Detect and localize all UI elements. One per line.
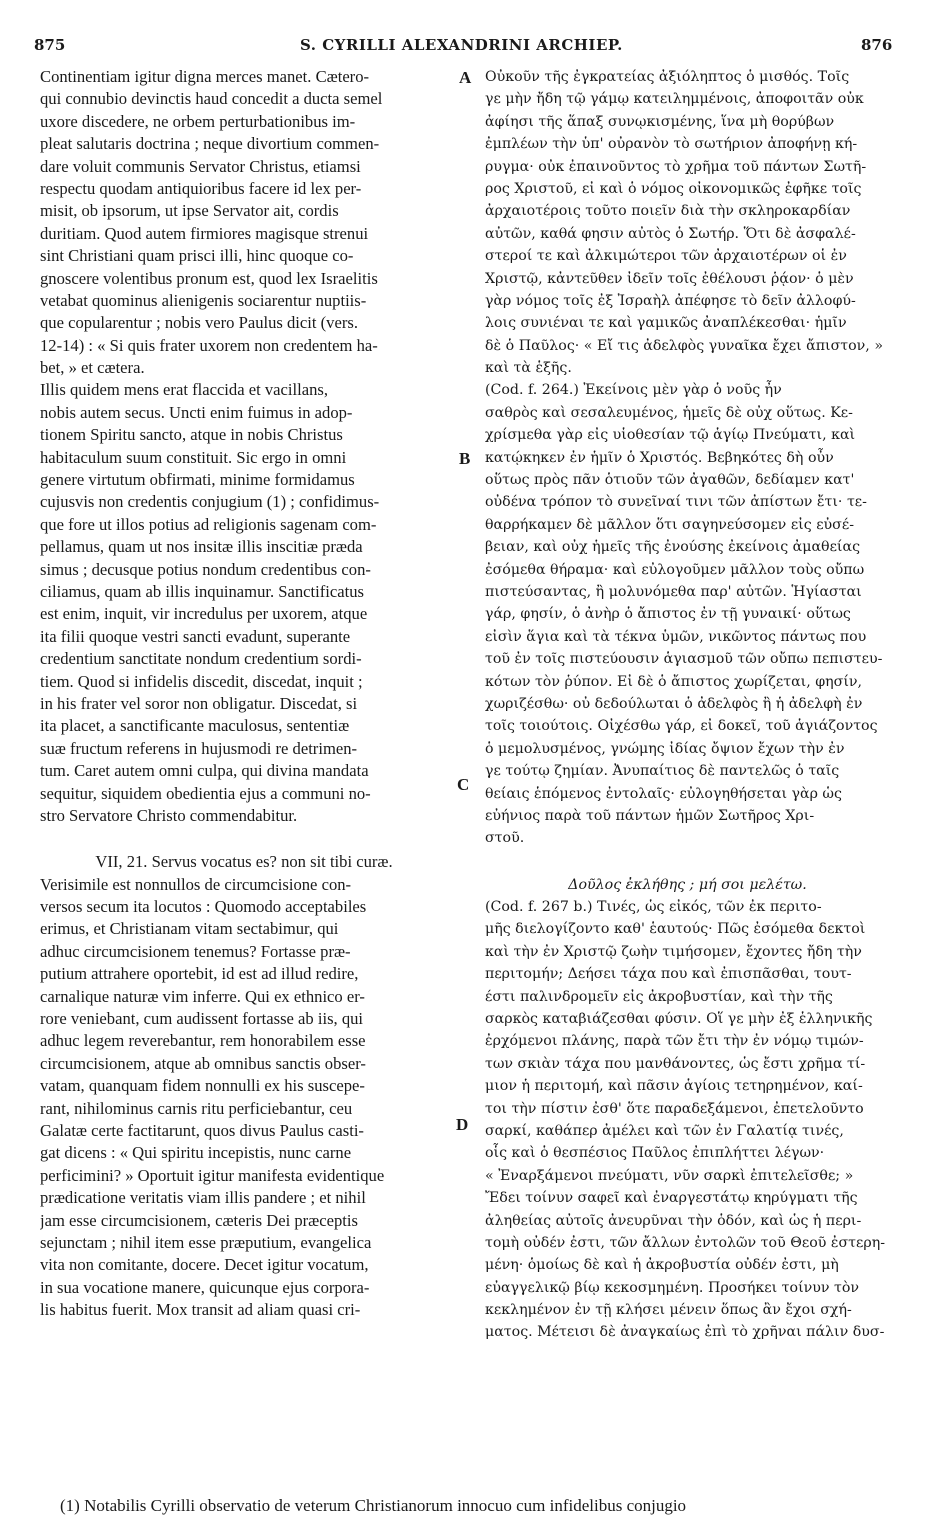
paragraph-2-line: (Cod. f. 264.) Ἐκείνοις μὲν γὰρ ὁ νοῦς ἦν [485,382,782,399]
paragraph-1-line: bet, » et cætera. [40,358,145,378]
paragraph-3-line: in sua vocatione manere, quicunque ejus corpora- [40,1277,370,1297]
paragraph-3-line: perficimini? » Oportuit igitur manifesta evidentique [40,1165,385,1185]
paragraph-1-line: Οὐκοῦν τῆς ἐγκρατείας ἀξιόληπτος ὁ μισθός. Τοῖς [485,69,850,85]
paragraph-1-line: dare voluit communis Servator Christus, etiamsi [40,156,361,176]
paragraph-3-line: prædicatione veritatis viam illis pandere ; et nihil [40,1188,366,1208]
paragraph-3-line: sejunctam ; nihil item esse præputium, evangelica [40,1232,372,1252]
paragraph-3-line: carnalique naturæ vim inferre. Qui ex ethnico er- [40,986,365,1006]
margin-letter-a: A [459,68,472,87]
paragraph-2-line: γάρ, φησίν, ὁ ἀνὴρ ὁ ἄπιστος ἐν τῇ γυναικί· οὕτως [485,606,851,623]
paragraph-1-line: misit, ob ipsorum, ut ipse Servator ait, cordis [40,201,339,221]
margin-letter-b: B [459,449,471,468]
paragraph-3-line: « Ἐναρξάμενοι πνεύματι, νῦν σαρκὶ ἐπιτελεῖσθε; » [485,1167,854,1184]
paragraph-3-line: Verisimile est nonnullos de circumcisione con- [40,874,352,894]
paragraph-3-line: εὐαγγελικῷ βίῳ κεκοσμημένη. Προσήκει τοίνυν τὸν [485,1279,860,1296]
paragraph-2-line: Illis quidem mens erat flaccida et vacillans, [40,380,328,400]
paragraph-3-line: μιον ἡ περιτομή, καὶ πᾶσιν ἁγίοις τετηρημένον, καί- [485,1078,863,1095]
section-heading: VII, 21. Servus vocatus es? non sit tibi curæ. [95,852,393,872]
paragraph-2-line: χωριζέσθω· οὐ δεδούλωται ὁ ἀδελφὸς ἢ ἡ ἀδελφὴ ἐν [485,695,863,712]
paragraph-2-line: stro Servatore Christo commendabitur. [40,805,298,825]
paragraph-2-line: βειαν, καὶ οὐχ ἡμεῖς τῆς ἐνούσης ἐκείνοις ἀμαθείας [485,539,861,556]
paragraph-1-line: δὲ ὁ Παῦλος· « Εἴ τις ἀδελφὸς γυναῖκα ἔχει ἄπιστον, » [485,337,884,354]
paragraph-2-line: ciliamus, quam ab illis inquinamur. Sanctificatus [40,581,364,601]
paragraph-3-line: έστι παλινδρομεῖν εἰς ἀκροβυστίαν, καὶ τὴν τῆς [485,988,833,1005]
paragraph-2-line: ita placet, a sanctificante maculosus, sententiæ [40,716,350,736]
paragraph-2-line: nobis autem secus. Uncti enim fuimus in adop- [40,402,353,422]
paragraph-3-line: Ἔδει τοίνυν σαφεῖ καὶ ἐναργεστάτῳ κηρύγματι τῆς [485,1190,858,1207]
paragraph-1-line: 12-14) : « Si quis frater uxorem non credentem ha- [40,335,378,355]
paragraph-2-line: ἐσόμεθα θήραμα· καὶ εὐλογοῦμεν μᾶλλον τοὺς οὔπω [485,561,865,578]
paragraph-2-line: credentium sanctitate nondum credentium sordi- [40,649,362,669]
paragraph-1-line: ρος Χριστοῦ, εἰ καὶ ὁ νόμος οἰκονομικῶς ἐφῆκε τοῖς [485,180,862,197]
margin-letter-d: D [456,1115,469,1134]
paragraph-2-line: simus ; decusque potius nondum credentibus con- [40,559,371,579]
paragraph-3-line: adhuc legem reverebantur, rem honorabilem esse [40,1031,366,1051]
paragraph-3-line: erimus, et Christianam vitam sectabimur, qui [40,919,339,939]
paragraph-3-line: περιτομήν; Δεήσει τάχα που καὶ ἐπισπᾶσθαι, τουτ- [485,966,852,983]
paragraph-3-line: σαρκί, καθάπερ ἀμέλει καὶ τῶν ἐν Γαλατίᾳ τινές, [485,1122,844,1139]
paragraph-2-line: pellamus, quam ut nos insitæ illis inscitiæ præda [40,537,363,557]
paragraph-2-line: οὐδένα τρόπον τὸ συνεῖναί τινι τῶν ἀπίστων ἔτι· τε- [485,494,867,511]
paragraph-2-line: χρίσμεθα γὰρ εἰς υἱοθεσίαν τῷ ἁγίῳ Πνεύματι, καὶ [485,427,856,444]
paragraph-2-line: cujusvis non credentis conjugium (1) ; confidimus- [40,492,380,512]
footnote: (1) Notabilis Cyrilli observatio de veterum Christianorum innocuo cum infidelibus conjugio [60,1496,687,1515]
paragraph-2-line: que fore ut illos potius ad religionis sagenam com- [40,514,377,534]
paragraph-2-line: σαθρὸς καὶ σεσαλευμένος, ἡμεῖς δὲ οὐχ οὕτως. Κε- [485,404,853,421]
paragraph-3-line: τομὴ οὐδέν ἐστι, τῶν ἄλλων ἐντολῶν τοῦ Θεοῦ ἐστερη- [485,1234,886,1251]
paragraph-1-line: gnoscere volentibus pronum est, quod lex Israelitis [40,268,378,288]
paragraph-2-line: tionem Spiritu sancto, atque in nobis Christus [40,425,343,445]
paragraph-3-line: οἷς καὶ ὁ θεσπέσιος Παῦλος ἐπιπλήττει λέγων· [485,1145,825,1162]
paragraph-1-line: uxore discedere, ne orbem perturbationibus im- [40,111,356,131]
paragraph-3-line: καὶ τὴν ἐν Χριστῷ ζωὴν τιμήσομεν, ἔχοντες ἤδη τὴν [485,943,862,960]
paragraph-3-line: κεκλημένον ἐν τῇ κλήσει μένειν ὅπως ἂν ἔχοι σχή- [485,1302,852,1319]
paragraph-3-line: gat dicens : « Qui spiritu incepistis, nunc carne [40,1143,352,1163]
paragraph-3-line: μῆς διελογίζοντο καθ' ἑαυτούς· Πῶς ἐσόμεθα δεκτοὶ [485,921,866,938]
paragraph-1-line: ἐμπλέων τὴν ὑπ' οὐρανὸν τὸ σωτήριον ἀποφήνῃ κή- [485,136,858,153]
paragraph-1-line: respectu quodam antiquioribus facere id lex per- [40,178,362,198]
running-title: S. CYRILLI ALEXANDRINI ARCHIEP. [300,36,623,54]
paragraph-1-line: καὶ τὰ ἑξῆς. [485,360,572,377]
paragraph-1-line: αὐτῶν, καθά φησιν αὐτὸς ὁ Σωτήρ. Ὅτι δὲ ἀσφαλέ- [485,225,856,242]
paragraph-1-line: ρυγμα· οὐκ ἐπαινοῦντος τὸ χρῆμα τοῦ πάντων Σωτῆ- [485,158,867,175]
paragraph-2-line: τοῦ ἐν τοῖς πιστεύουσιν ἁγιασμοῦ τῶν οὔπω πεπιστευ- [485,651,883,668]
paragraph-1-line: γὰρ νόμος τοῖς ἐξ Ἰσραὴλ ἀπέφησε τὸ δεῖν ἀλλοφύ- [485,292,856,309]
paragraph-2-line: ita filii quoque vestri sancti evadunt, superante [40,626,351,646]
latin-column [40,66,448,1321]
left-page-number: 875 [34,36,66,54]
greek-column [485,66,890,1344]
paragraph-3-line: putium attrahere oportebit, id est ad illud redire, [40,964,359,984]
paragraph-2-line: in his frater vel soror non obligatur. Discedat, si [40,693,358,713]
paragraph-2-line: εἰσὶν ἅγια καὶ τὰ τέκνα ὑμῶν, νικῶντος πάντως που [485,628,867,645]
paragraph-1-line: στεροί τε καὶ ἀλκιμώτεροι τῶν ἀρχαιοτέρων οἱ ἐν [485,248,847,265]
paragraph-2-line: κατῴκηκεν ἐν ἡμῖν ὁ Χριστός. Βεβηκότες δὴ οὖν [485,449,834,466]
paragraph-2-line: κότων τὸν ῥύπον. Εἰ δὲ ὁ ἄπιστος χωρίζεται, φησίν, [485,673,863,690]
right-page-number: 876 [861,36,893,54]
paragraph-1-line: qui connubio devinctis haud concedit a ducta semel [40,89,383,109]
margin-letter-c: C [457,775,470,794]
paragraph-2-line: sequitur, siquidem obedientia ejus a communi no- [40,783,371,803]
paragraph-3-line: lis habitus fuerit. Mox transit ad aliam quasi cri- [40,1300,361,1320]
paragraph-3-line: adhuc circumcisionem tenemus? Fortasse præ- [40,941,351,961]
paragraph-1-line: Χριστῷ, κἀντεῦθεν ἰδεῖν τοῖς ἐθέλουσι ῥᾴον· ὁ μὲν [485,270,854,287]
paragraph-2-line: tum. Caret autem omni culpa, qui divina mandata [40,761,369,781]
paragraph-2-line: θαρρήκαμεν δὲ μᾶλλον ὅτι σαγηνεύσομεν εἰς εὐσέ- [485,516,854,533]
paragraph-2-line: ὁ μεμολυσμένος, γνώμης ἰδίας ὄψιον ἔχων τὴν ἐν [485,740,845,757]
paragraph-3-line: των σκιὰν τάχα που μανθάνοντες, ὡς ἔστι χρῆμα τί- [485,1055,866,1072]
paragraph-2-line: est enim, inquit, vir incredulus per uxorem, atque [40,604,368,624]
paragraph-3-line: ἀληθείας αὐτοῖς ἀνευρῦναι τὴν ὁδόν, καὶ ὡς ἡ περι- [485,1212,862,1229]
paragraph-3-line: (Cod. f. 267 b.) Τινές, ὡς εἰκός, τῶν ἐκ περιτο- [485,899,822,916]
paragraph-3-line: circumcisionem, atque ab omnibus sanctis obser- [40,1053,366,1073]
paragraph-3-line: τοι τὴν πίστιν ἐσθ' ὅτε παραδεξάμενοι, ἐπετελοῦντο [485,1100,864,1117]
paragraph-1-line: pleat salutaris doctrina ; neque divortium commen- [40,134,380,154]
paragraph-2-line: εὐήνιος παρὰ τοῦ πάντων ἡμῶν Σωτῆρος Χρι- [485,807,815,824]
paragraph-2-line: τοῖς τοιούτοις. Οἰχέσθω γάρ, εἰ δοκεῖ, τοῦ ἁγιάζοντος [485,718,878,735]
paragraph-3-line: ἐρχόμενοι πλάνης, παρὰ τῶν ἔτι τὴν ἐν νόμῳ τιμών- [485,1033,864,1050]
paragraph-1-line: Continentiam igitur digna merces manet. Cætero- [40,67,370,86]
paragraph-3-line: vita non comitante, docere. Decet igitur vocatum, [40,1255,369,1275]
paragraph-1-line: que copularentur ; nobis vero Paulus dicit (vers. [40,313,358,333]
paragraph-3-line: rore veniebant, cum audissent fortasse ab iis, qui [40,1009,364,1029]
paragraph-3-line: vatam, quanquam fidem nonnulli ex his suscepe- [40,1076,365,1096]
paragraph-1-line: duritiam. Quod autem firmiores magisque strenui [40,223,369,243]
paragraph-2-line: πιστεύσαντας, ἢ μολυνόμεθα παρ' αὐτῶν. Ἡγίασται [485,583,862,600]
paragraph-1-line: sint Christiani quam prisci illi, hinc quoque co- [40,246,354,266]
paragraph-1-line: ἀρχαιοτέροις τοῦτο ποιεῖν διὰ τὴν σκληροκαρδίαν [485,203,851,220]
paragraph-3-line: ματος. Μέτεισι δὲ ἀναγκαίως ἐπὶ τὸ χρῆναι πάλιν δυσ- [485,1324,885,1341]
paragraph-3-line: jam esse circumcisionem, cæteris Dei præceptis [40,1210,358,1230]
paragraph-2-line: genere virtutum obfirmati, minime formidamus [40,470,355,490]
paragraph-3-line: Galatæ certe factitarunt, quos divus Paulus casti- [40,1120,364,1140]
paragraph-2-line: γε τούτῳ ζημίαν. Ἀνυπαίτιος δὲ παντελῶς ὁ ταῖς [485,763,840,780]
paragraph-1-line: vetabat quominus alienigenis sociarentur nuptiis- [40,290,367,310]
paragraph-2-line: οὕτως πρὸς πᾶν ὁτιοῦν τῶν ἀγαθῶν, δεδίαμεν κατ' [485,472,855,489]
paragraph-2-line: στοῦ. [485,830,525,847]
paragraph-2-line: tiem. Quod si infidelis discedit, discedat, inquit ; [40,671,363,691]
paragraph-3-line: μένη· ὁμοίως δὲ καὶ ἡ ἀκροβυστία οὐδέν ἐστι, μὴ [485,1257,839,1274]
paragraph-3-line: σαρκὸς καταβιάζεσθαι φύσιν. Οἵ γε μὴν ἐξ ἑλληνικῆς [485,1011,873,1028]
paragraph-2-line: habitaculum suum constituit. Sic ergo in omni [40,447,347,467]
paragraph-2-line: θείαις ἑπόμενος ἐντολαῖς· εὐλογηθήσεται γὰρ ὡς [485,785,842,802]
paragraph-2-line: suæ fructum referens in hujusmodi re detrimen- [40,738,358,758]
section-heading: Δοῦλος ἐκλήθης ; μή σοι μελέτω. [568,876,807,893]
paragraph-1-line: λοις συνιέναι τε καὶ γαμικῶς ἀναπλέκεσθαι· ἡμῖν [485,315,847,332]
paragraph-1-line: γε μὴν ἤδη τῷ γάμῳ κατειλημμένοις, ἀποφοιτᾶν οὐκ [485,91,864,108]
paragraph-3-line: rant, nihilominus carnis ritu perficiebantur, ceu [40,1098,353,1118]
page-header [0,36,926,58]
paragraph-3-line: versos secum ita locutos : Quomodo acceptabiles [40,897,367,917]
paragraph-1-line: ἀφίησι τῆς ἅπαξ συνῳκισμένης, ἵνα μὴ θορύβων [485,113,835,130]
